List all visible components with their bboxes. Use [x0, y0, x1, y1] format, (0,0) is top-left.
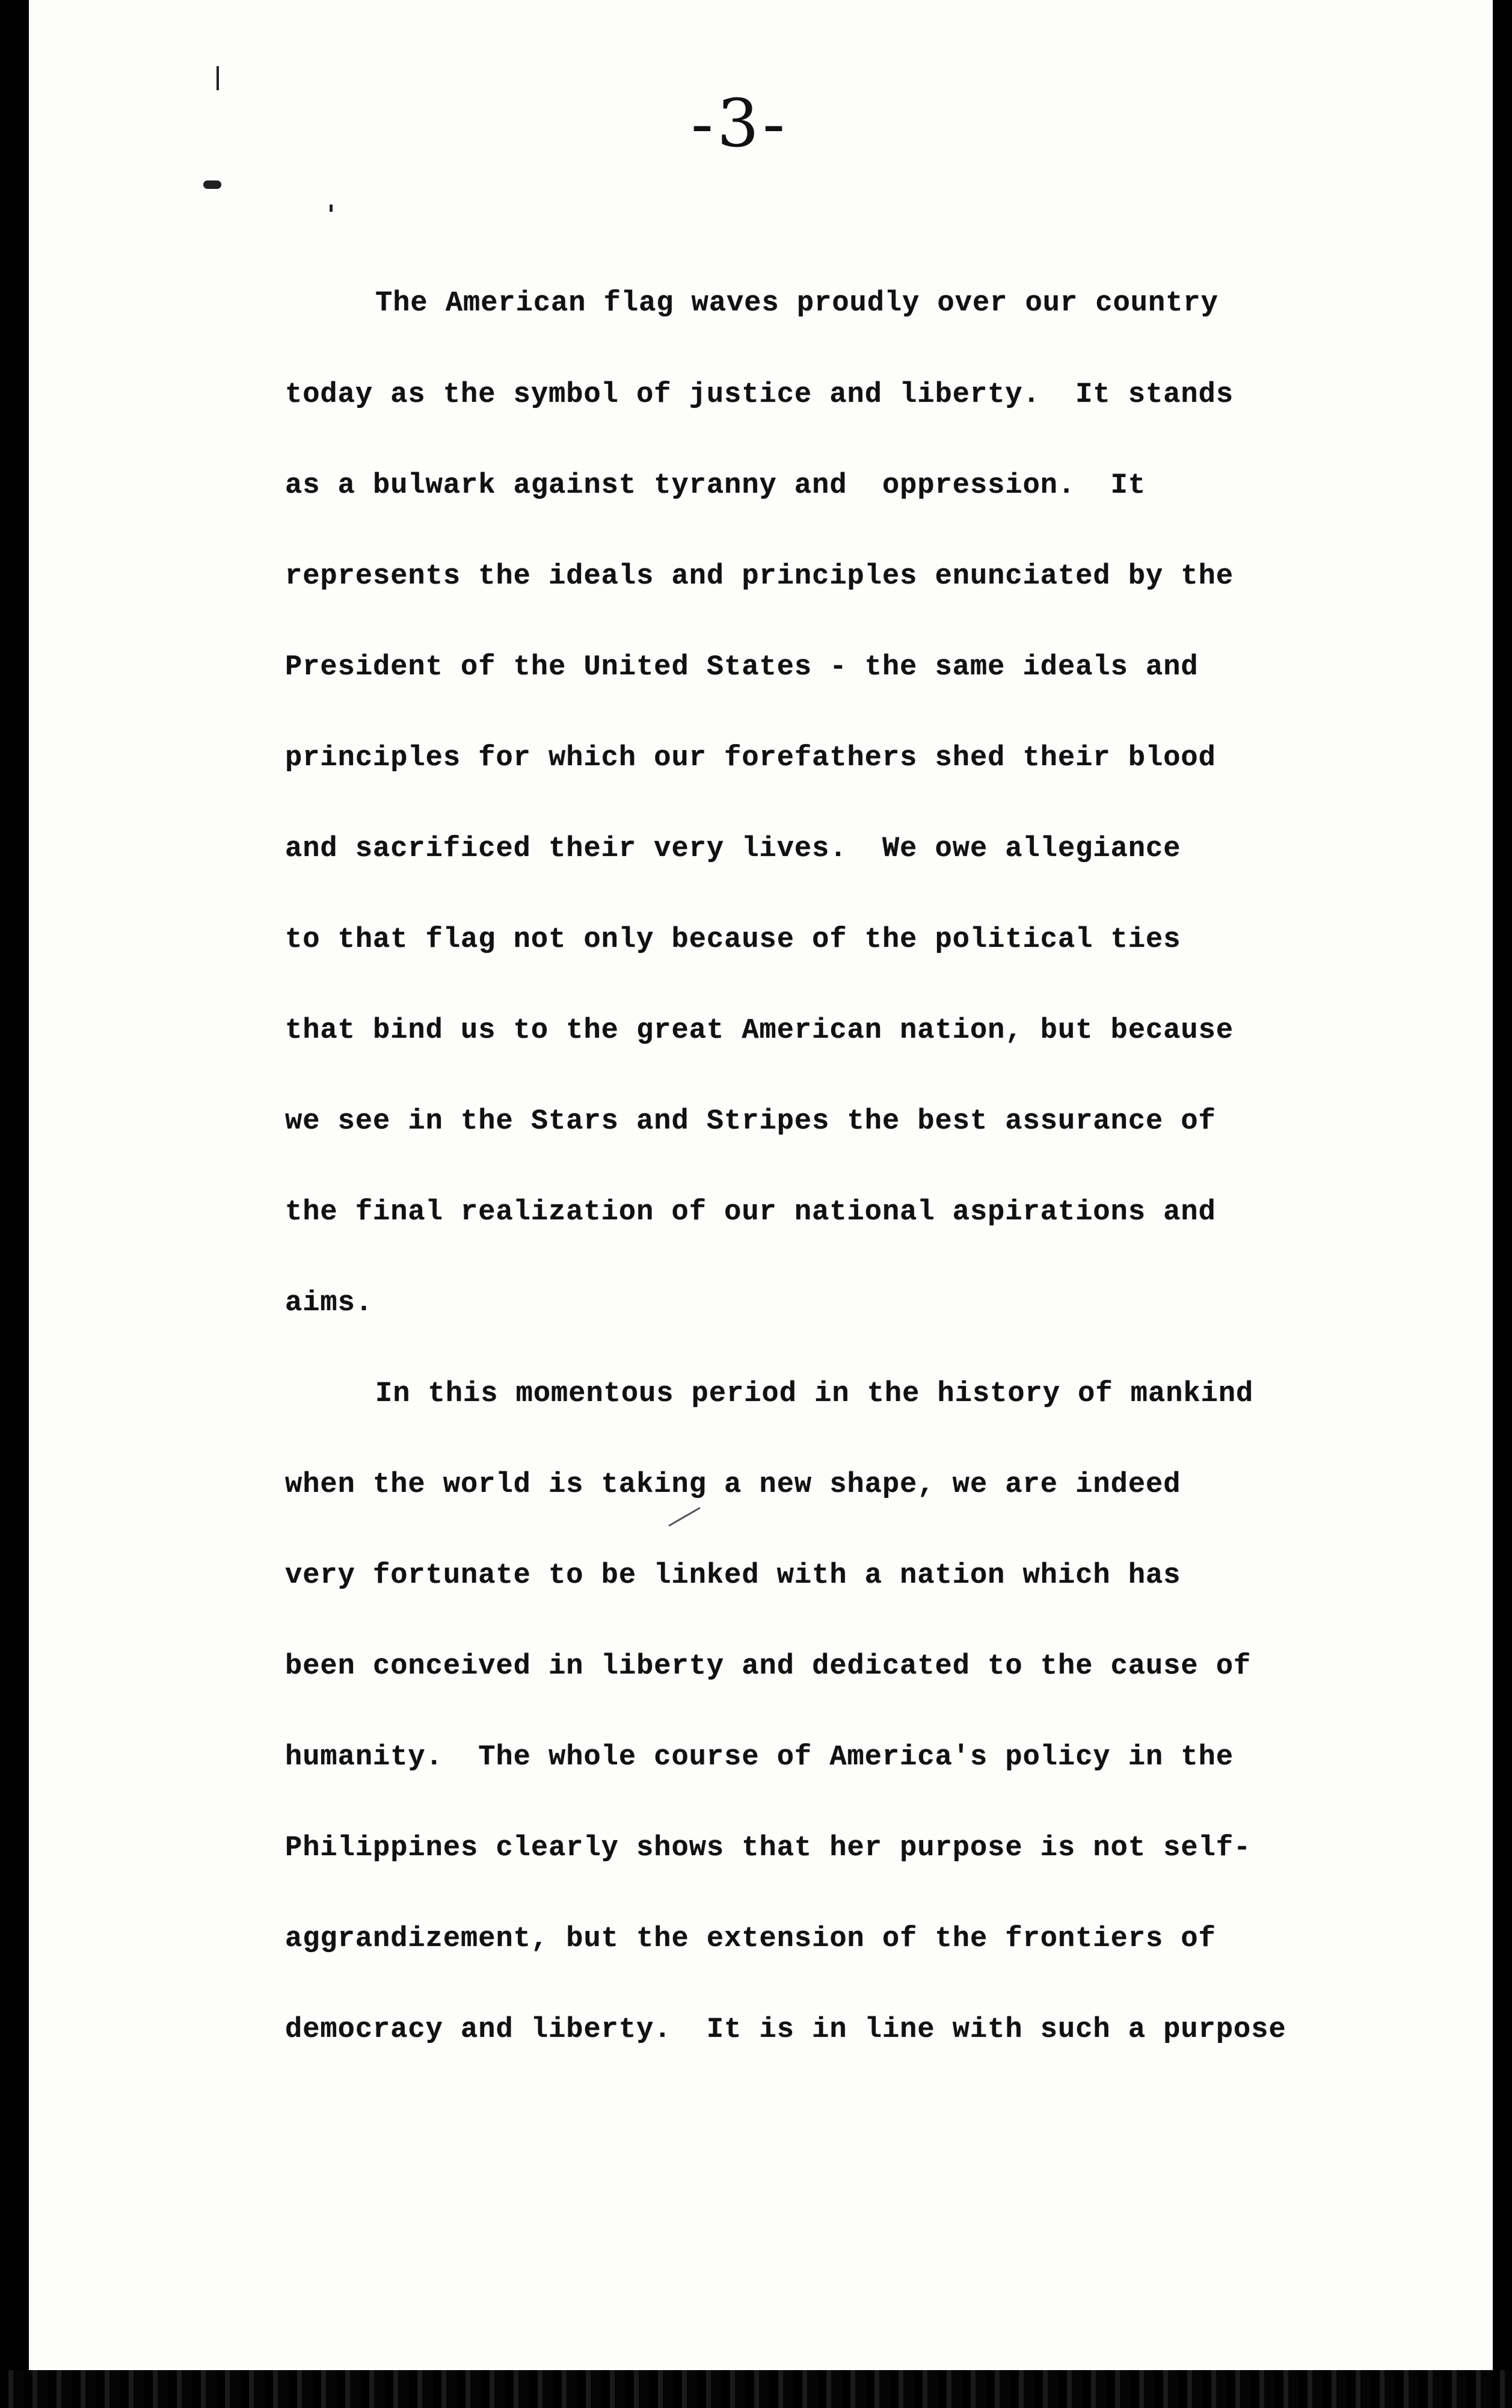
text-line: President of the United States - the same ideals and [285, 651, 1199, 683]
page-number: -3- [690, 85, 789, 162]
text-line: to that flag not only because of the political ties [285, 924, 1181, 956]
margin-speck [668, 1507, 700, 1527]
text-line: that bind us to the great American nation, but because [285, 1015, 1234, 1047]
text-line: when the world is taking a new shape, we are indeed [285, 1469, 1181, 1501]
text-line: principles for which our forefathers shed their blood [285, 742, 1216, 774]
text-line: and sacrificed their very lives. We owe allegiance [285, 833, 1181, 865]
text-line: been conceived in liberty and dedicated to the cause of [285, 1651, 1252, 1683]
text-line: today as the symbol of justice and liberty. It stands [285, 379, 1234, 411]
text-line: as a bulwark against tyranny and oppression. It [285, 470, 1146, 502]
margin-speck [203, 180, 221, 189]
text-line: democracy and liberty. It is in line with such a purpose [285, 2014, 1286, 2046]
text-line: aggrandizement, but the extension of the frontiers of [285, 1923, 1216, 1955]
text-line: humanity. The whole course of America's policy in the [285, 1741, 1234, 1773]
text-line: represents the ideals and principles enunciated by the [285, 561, 1234, 593]
film-border [0, 2370, 1512, 2408]
margin-speck [330, 205, 333, 212]
text-line: In this momentous period in the history of mankind [375, 1378, 1254, 1410]
text-line: Philippines clearly shows that her purpose is not self- [285, 1832, 1252, 1864]
text-line: aims. [285, 1287, 373, 1319]
text-line: very fortunate to be linked with a nation which has [285, 1560, 1181, 1592]
text-line: the final realization of our national aspirations and [285, 1196, 1216, 1228]
text-line: we see in the Stars and Stripes the best assurance of [285, 1106, 1216, 1138]
margin-speck [217, 66, 219, 90]
text-line: The American flag waves proudly over our country [375, 288, 1219, 319]
